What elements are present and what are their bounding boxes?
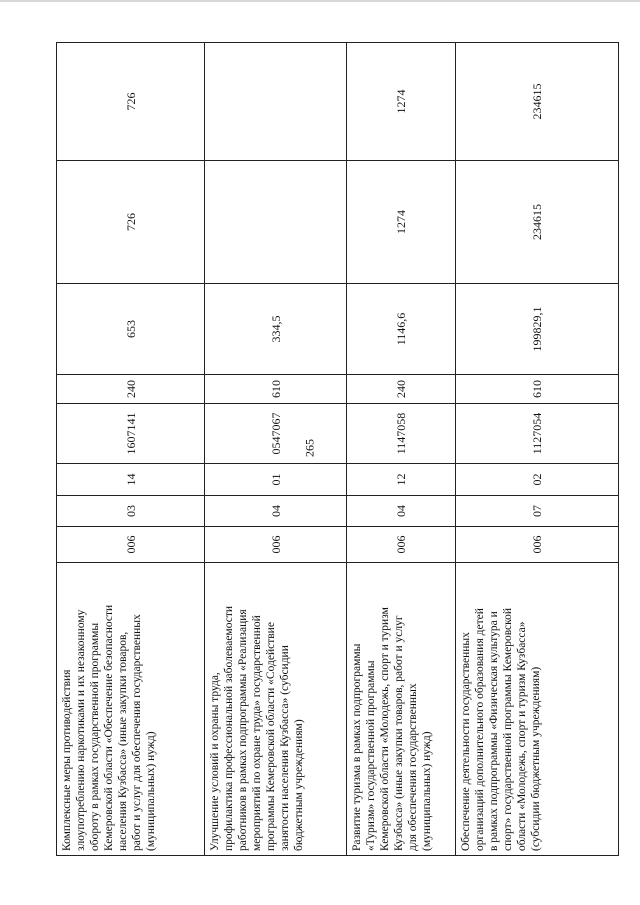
row-1-sum2: 726: [57, 160, 205, 283]
row-1-pr: 14: [57, 463, 205, 495]
row-4-grbs: 006: [456, 526, 619, 562]
row-3-sum1: 1146,6: [347, 283, 456, 374]
row-2-grbs: 006: [205, 526, 347, 562]
row-4-csr: 1127054: [456, 403, 619, 463]
row-1-sum3: 726: [57, 42, 205, 160]
row-4-sum2: 234615: [456, 160, 619, 283]
row-3-csr: 1147058: [347, 403, 456, 463]
row-4-pr: 02: [456, 463, 619, 495]
row-2-sum3: [205, 42, 347, 160]
row-1-grbs: 006: [57, 526, 205, 562]
row-4-sum3: 234615: [456, 42, 619, 160]
row-1-csr: 1607141: [57, 403, 205, 463]
row-1-vr: 240: [57, 374, 205, 403]
page-number: 265: [302, 439, 317, 457]
row-2-csr: 0547067: [205, 403, 347, 463]
row-1-name: Комплексные меры противодействия злоупотреблению наркотиками и их незаконному обороту в рамках государственной программы Кемеровской области «Обеспечение безопасности населения Кузбасса» (иные закупки товаров, работ и услуг для обеспечения государственных (муниципальных) нужд): [57, 562, 205, 855]
row-3-pr: 12: [347, 463, 456, 495]
row-3-name: Развитие туризма в рамках подпрограммы «Туризм» государственной программы Кемеровской области «Молодежь, спорт и туризм Кузбасса» (иные закупки товаров, работ и услуг для обеспечения государственных (муниципальных) нужд): [347, 562, 456, 855]
row-4-sum1: 199829,1: [456, 283, 619, 374]
row-1-rz: 03: [57, 495, 205, 526]
row-2-sum1: 334,5: [205, 283, 347, 374]
row-2-name: Улучшение условий и охраны труда, профилактика профессиональной заболеваемости работников в рамках подпрограммы «Реализация мероприятий по охране труда» государственной программы Кемеровской области «Содействие занятости населения Кузбасса» (субсидии бюджетным учреждениям): [205, 562, 347, 855]
row-3-grbs: 006: [347, 526, 456, 562]
row-3-sum3: 1274: [347, 42, 456, 160]
row-4-vr: 610: [456, 374, 619, 403]
row-4-name: Обеспечение деятельности государственных организаций дополнительного образования детей в рамках подпрограммы «Физическая культура и спорт» государственной программы Кемеровской области «Молодежь, спорт и туризм Кузбасса» (субсидии бюджетным учреждениям): [456, 562, 619, 855]
row-2-sum2: [205, 160, 347, 283]
row-2-vr: 610: [205, 374, 347, 403]
row-2-pr: 01: [205, 463, 347, 495]
row-2-rz: 04: [205, 495, 347, 526]
top-rule: [0, 0, 640, 2]
row-3-sum2: 1274: [347, 160, 456, 283]
row-3-rz: 04: [347, 495, 456, 526]
budget-table: [56, 42, 619, 856]
rotated-table-container: [56, 43, 618, 856]
row-1-sum1: 653: [57, 283, 205, 374]
row-4-rz: 07: [456, 495, 619, 526]
row-3-vr: 240: [347, 374, 456, 403]
